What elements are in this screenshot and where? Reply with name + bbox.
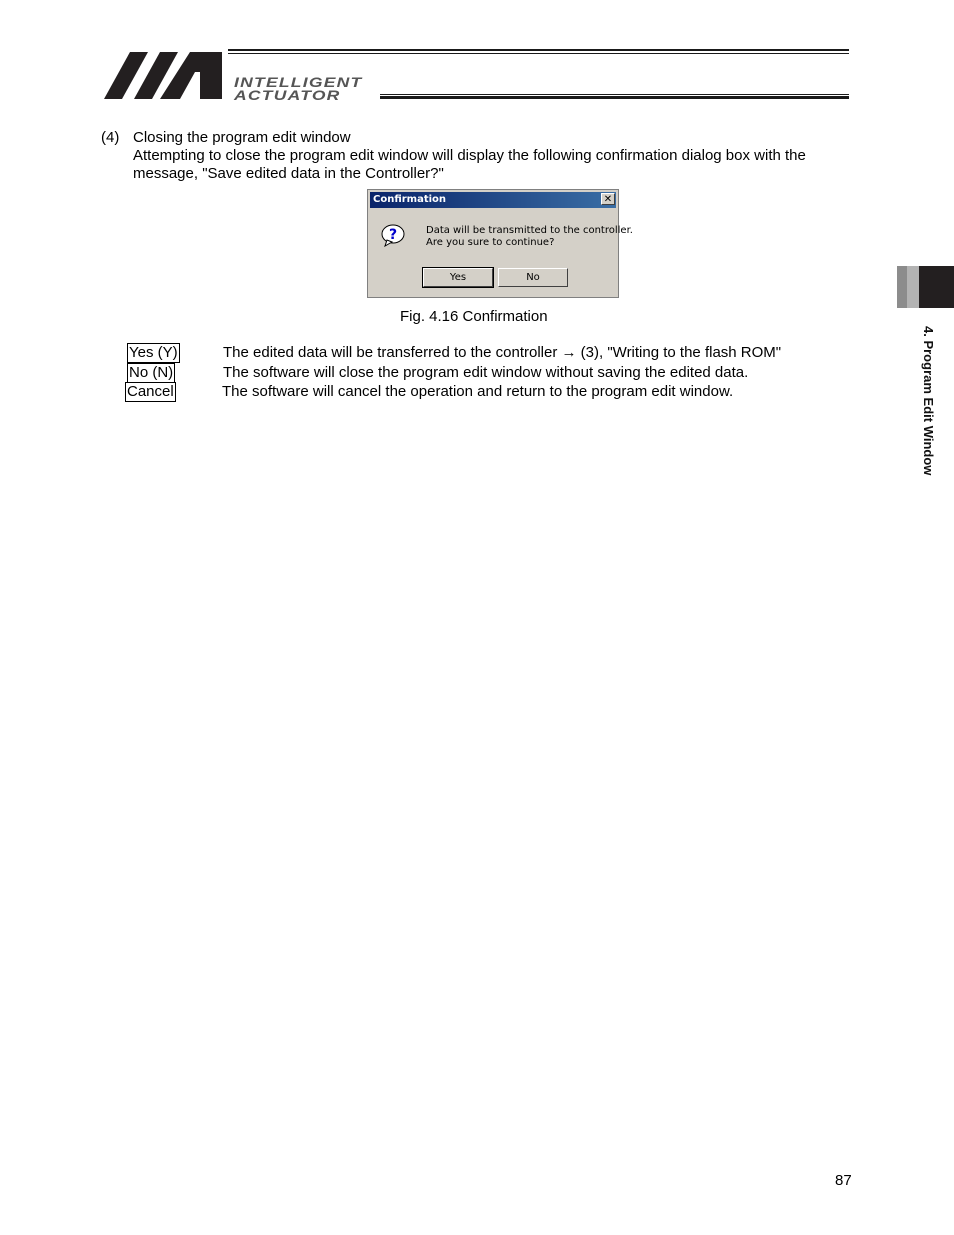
chapter-side-label: 4. Program Edit Window (921, 326, 936, 476)
cancel-key-label: Cancel (127, 383, 174, 400)
section-number: (4) (101, 129, 120, 146)
page-number: 87 (835, 1172, 852, 1189)
header-rule-top (228, 49, 849, 51)
header-rule-top-thin (228, 53, 849, 54)
cancel-description: The software will cancel the operation and return to the program edit window. (222, 383, 734, 400)
logo-text-intelligent: INTELLIGENT (234, 74, 363, 90)
yes-button[interactable]: Yes (423, 268, 493, 287)
header-rule-bottom (380, 96, 849, 99)
no-button[interactable]: No (498, 268, 568, 287)
side-tab-stripe-mid (907, 266, 919, 308)
dialog-titlebar (370, 192, 616, 208)
header-rule-bottom-thin (380, 94, 849, 95)
yes-key-label: Yes (Y) (129, 344, 178, 361)
logo-text-actuator: ACTUATOR (234, 87, 341, 103)
no-description: The software will close the program edit window without saving the edited data. (223, 364, 749, 381)
no-key-label: No (N) (129, 364, 174, 381)
logo-mark-icon (104, 48, 224, 102)
dialog-title: Confirmation (373, 194, 447, 205)
side-tab-block (919, 266, 954, 308)
figure-caption: Fig. 4.16 Confirmation (400, 308, 548, 325)
side-tab-stripe-light (897, 266, 907, 308)
confirmation-dialog (367, 189, 633, 298)
section-body-line2: message, "Save edited data in the Controller?" (133, 165, 444, 182)
dialog-message-line1: Data will be transmitted to the controller. (426, 225, 633, 236)
question-icon (381, 223, 407, 247)
company-logo (104, 48, 850, 102)
close-icon[interactable]: ✕ (601, 193, 615, 205)
section-heading: Closing the program edit window (133, 129, 351, 146)
dialog-message-line2: Are you sure to continue? (426, 237, 555, 248)
yes-description: The edited data will be transferred to the controller → (3), "Writing to the flash ROM" (223, 344, 782, 361)
svg-text:?: ? (388, 227, 398, 243)
section-body-line1: Attempting to close the program edit window will display the following confirmation dialog box with the (133, 147, 806, 164)
